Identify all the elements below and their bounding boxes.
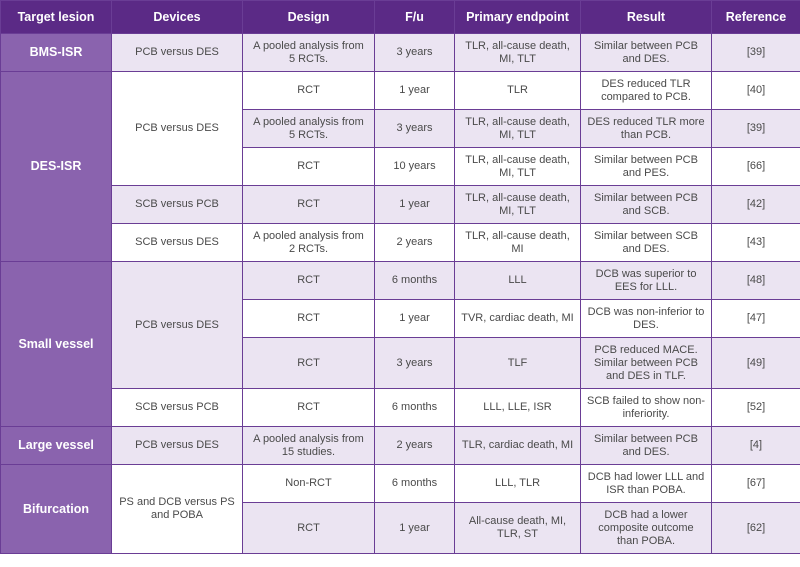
table-row [1,389,800,427]
reference-cell: [49] [712,338,800,389]
header-design: Design [243,1,375,34]
followup-cell: 6 months [375,262,455,300]
endpoint-cell: All-cause death, MI, TLR, ST [455,503,581,554]
design-cell: RCT [243,148,375,186]
header-target-lesion: Target lesion [1,1,112,34]
followup-cell: 3 years [375,110,455,148]
result-cell: Similar between PCB and DES. [581,427,712,465]
followup-cell: 1 year [375,300,455,338]
lesion-cell-bifurcation: Bifurcation [1,465,112,554]
table-row [1,72,800,110]
followup-cell: 6 months [375,465,455,503]
design-cell: RCT [243,300,375,338]
design-cell: RCT [243,72,375,110]
endpoint-cell: TLR, all-cause death, MI, TLT [455,110,581,148]
result-cell: Similar between PCB and DES. [581,34,712,72]
followup-cell: 3 years [375,34,455,72]
result-cell: DCB had a lower composite outcome than POBA. [581,503,712,554]
reference-cell: [40] [712,72,800,110]
reference-cell: [39] [712,34,800,72]
endpoint-cell: LLL, TLR [455,465,581,503]
followup-cell: 1 year [375,186,455,224]
header-follow-up: F/u [375,1,455,34]
device-cell: PCB versus DES [112,262,243,389]
header-reference: Reference [712,1,800,34]
lesion-cell-small-vessel: Small vessel [1,262,112,427]
table-row [1,224,800,262]
table-row [1,262,800,300]
table-body [1,34,800,554]
result-cell: Similar between PCB and SCB. [581,186,712,224]
followup-cell: 10 years [375,148,455,186]
followup-cell: 1 year [375,72,455,110]
followup-cell: 3 years [375,338,455,389]
device-cell: SCB versus DES [112,224,243,262]
lesion-cell-bms-isr: BMS-ISR [1,34,112,72]
header-row [1,1,800,34]
header-primary-endpoint: Primary endpoint [455,1,581,34]
device-cell: PCB versus DES [112,72,243,186]
table-row [1,427,800,465]
result-cell: Similar between PCB and PES. [581,148,712,186]
result-cell: PCB reduced MACE. Similar between PCB and DES in TLF. [581,338,712,389]
followup-cell: 2 years [375,224,455,262]
design-cell: A pooled analysis from 5 RCTs. [243,34,375,72]
endpoint-cell: TVR, cardiac death, MI [455,300,581,338]
reference-cell: [48] [712,262,800,300]
reference-cell: [47] [712,300,800,338]
reference-cell: [67] [712,465,800,503]
header-result: Result [581,1,712,34]
result-cell: DES reduced TLR compared to PCB. [581,72,712,110]
result-cell: DES reduced TLR more than PCB. [581,110,712,148]
endpoint-cell: TLR, all-cause death, MI, TLT [455,34,581,72]
table-row [1,34,800,72]
result-cell: DCB was superior to EES for LLL. [581,262,712,300]
endpoint-cell: TLR, all-cause death, MI [455,224,581,262]
followup-cell: 6 months [375,389,455,427]
endpoint-cell: LLL, LLE, ISR [455,389,581,427]
endpoint-cell: TLR, cardiac death, MI [455,427,581,465]
device-cell: SCB versus PCB [112,389,243,427]
result-cell: SCB failed to show non-inferiority. [581,389,712,427]
result-cell: Similar between SCB and DES. [581,224,712,262]
design-cell: A pooled analysis from 5 RCTs. [243,110,375,148]
followup-cell: 2 years [375,427,455,465]
lesion-cell-des-isr: DES-ISR [1,72,112,262]
endpoint-cell: TLR, all-cause death, MI, TLT [455,186,581,224]
design-cell: RCT [243,262,375,300]
design-cell: A pooled analysis from 2 RCTs. [243,224,375,262]
endpoint-cell: TLR [455,72,581,110]
device-cell: PCB versus DES [112,427,243,465]
reference-cell: [39] [712,110,800,148]
reference-cell: [4] [712,427,800,465]
endpoint-cell: TLF [455,338,581,389]
reference-cell: [42] [712,186,800,224]
design-cell: RCT [243,338,375,389]
reference-cell: [43] [712,224,800,262]
table-row [1,465,800,503]
endpoint-cell: LLL [455,262,581,300]
device-cell: PS and DCB versus PS and POBA [112,465,243,554]
result-cell: DCB was non-inferior to DES. [581,300,712,338]
lesion-cell-large-vessel: Large vessel [1,427,112,465]
reference-cell: [52] [712,389,800,427]
table-header [1,1,800,34]
design-cell: Non-RCT [243,465,375,503]
followup-cell: 1 year [375,503,455,554]
endpoint-cell: TLR, all-cause death, MI, TLT [455,148,581,186]
table-row [1,186,800,224]
design-cell: RCT [243,503,375,554]
header-devices: Devices [112,1,243,34]
reference-cell: [66] [712,148,800,186]
design-cell: RCT [243,186,375,224]
result-cell: DCB had lower LLL and ISR than POBA. [581,465,712,503]
design-cell: A pooled analysis from 15 studies. [243,427,375,465]
device-cell: SCB versus PCB [112,186,243,224]
design-cell: RCT [243,389,375,427]
device-cell: PCB versus DES [112,34,243,72]
reference-cell: [62] [712,503,800,554]
